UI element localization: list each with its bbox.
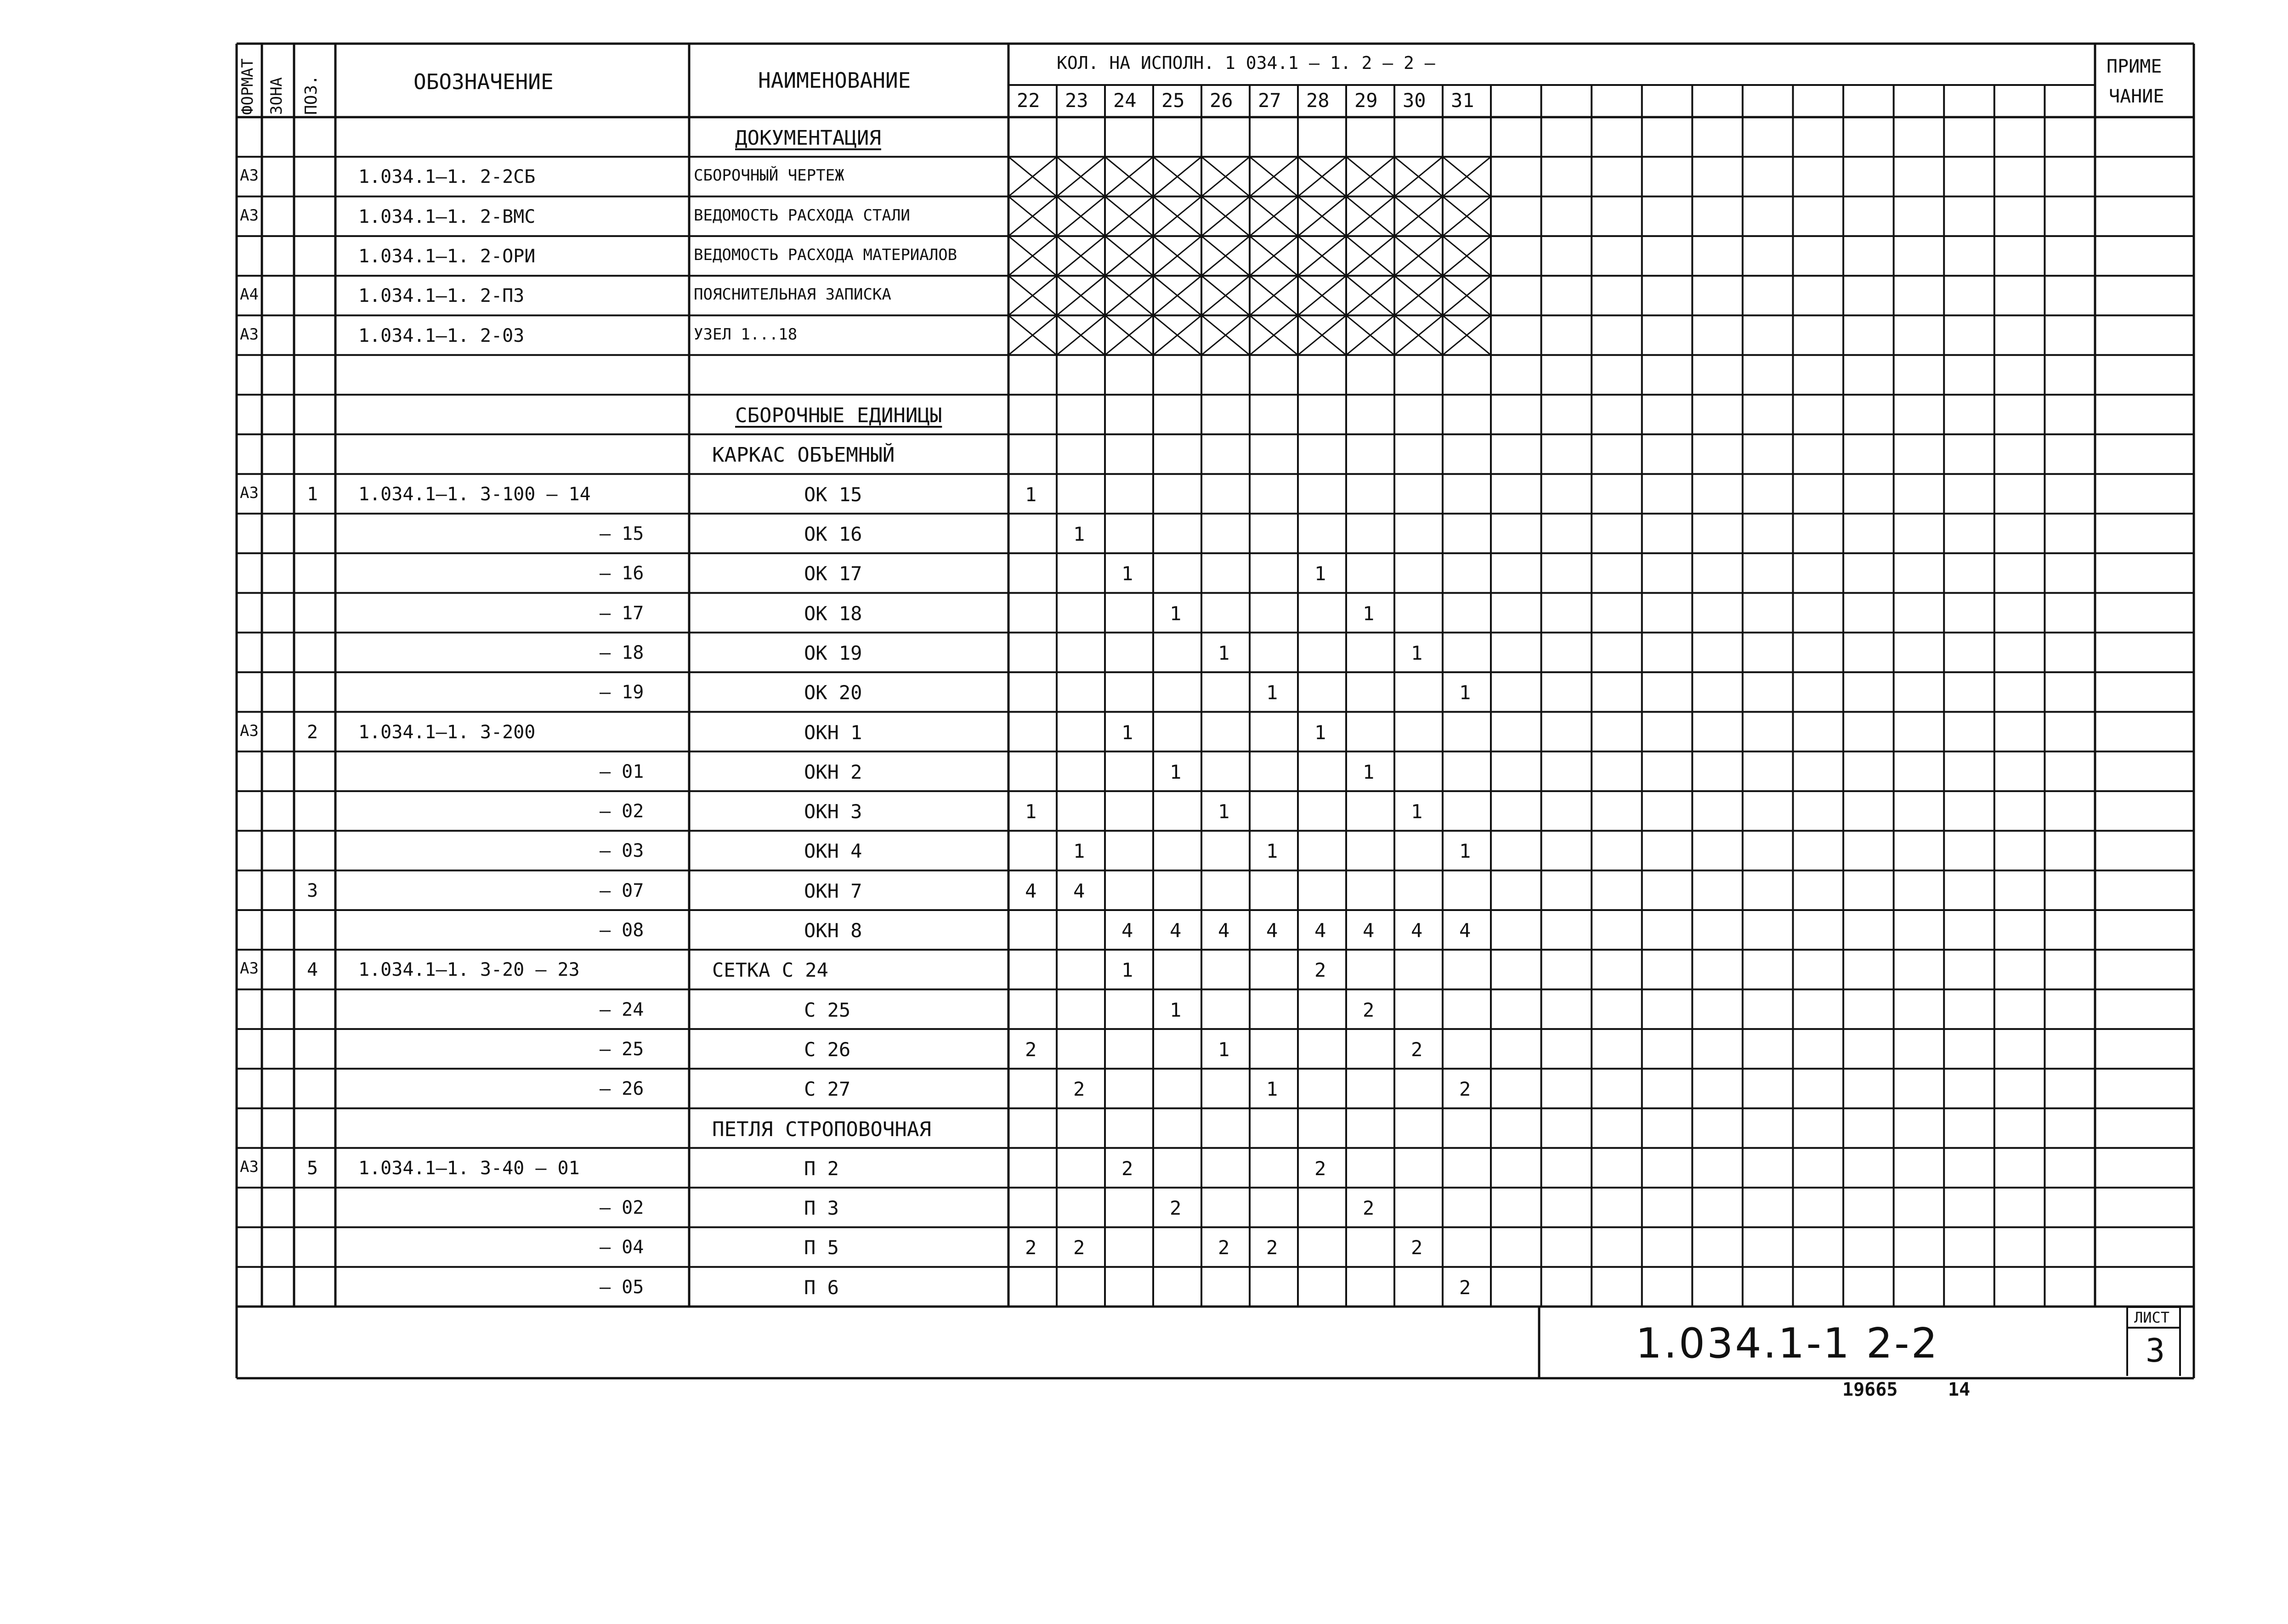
crossed-cell	[1443, 197, 1491, 236]
quantity-cell: 2	[1218, 1236, 1230, 1259]
quantity-cell: 4	[1363, 919, 1375, 942]
item-name: П 6	[804, 1276, 839, 1299]
quantity-cell: 1	[1121, 959, 1133, 982]
quantity-cell: 1	[1073, 840, 1085, 863]
quantity-cell: 1	[1314, 562, 1326, 585]
variant-column-number: 23	[1065, 89, 1088, 112]
quantity-cell: 1	[1121, 721, 1133, 744]
crossed-cell	[1201, 316, 1250, 355]
item-name: С 27	[804, 1078, 851, 1101]
crossed-cell	[1346, 276, 1394, 315]
section-title: ДОКУМЕНТАЦИЯ	[735, 126, 881, 150]
quantity-cell: 4	[1459, 919, 1471, 942]
quantity-cell: 2	[1314, 959, 1326, 982]
quantity-cell: 2	[1363, 998, 1375, 1021]
quantity-cell: 2	[1266, 1236, 1278, 1259]
sheet-label: ЛИСТ	[2134, 1309, 2170, 1326]
crossed-cell	[1105, 236, 1153, 276]
crossed-cell	[1443, 276, 1491, 315]
position-cell: 1	[307, 483, 318, 505]
crossed-cell	[1250, 236, 1298, 276]
variant-column-number: 26	[1210, 89, 1233, 112]
item-name: ОК 19	[804, 641, 862, 664]
designation-cell: 1.034.1—1. 3-20 — 23	[358, 959, 580, 981]
crossed-cell	[1008, 236, 1057, 276]
crossed-cell	[1298, 157, 1346, 196]
designation-cell: — 07	[600, 880, 644, 901]
quantity-cell: 1	[1218, 641, 1230, 664]
variant-column-number: 22	[1017, 89, 1040, 112]
variant-column-number: 31	[1451, 89, 1474, 112]
column-header-note: ПРИМЕ	[2107, 56, 2162, 77]
crossed-cell	[1346, 316, 1394, 355]
variant-column-number: 29	[1354, 89, 1378, 112]
quantity-cell: 2	[1411, 1038, 1423, 1061]
section-title: СБОРОЧНЫЕ ЕДИНИЦЫ	[735, 404, 942, 428]
quantity-cell: 2	[1459, 1276, 1471, 1299]
format-cell: А3	[240, 206, 259, 225]
designation-cell: 1.034.1—1. 3-40 — 01	[358, 1157, 580, 1179]
crossed-cell	[1057, 197, 1105, 236]
designation-cell: 1.034.1—1. 3-100 — 14	[358, 483, 591, 505]
inventory-number: 19665	[1842, 1379, 1898, 1400]
crossed-cell	[1153, 197, 1201, 236]
designation-cell: — 25	[600, 1038, 644, 1060]
crossed-cell	[1298, 197, 1346, 236]
format-cell: А4	[240, 285, 259, 304]
footer-number: 14	[1948, 1379, 1971, 1400]
item-name: ОКН 8	[804, 919, 862, 942]
variant-column-number: 28	[1306, 89, 1330, 112]
format-cell: А3	[240, 959, 259, 978]
designation-cell: 1.034.1—1. 2-ВМС	[358, 206, 536, 227]
quantity-cell: 1	[1121, 562, 1133, 585]
quantity-cell: 1	[1459, 681, 1471, 704]
quantity-cell: 4	[1170, 919, 1182, 942]
variant-column-number: 25	[1161, 89, 1185, 112]
crossed-cell	[1105, 276, 1153, 315]
designation-cell: — 19	[600, 682, 644, 703]
designation-cell: 1.034.1—1. 2-03	[358, 325, 525, 346]
crossed-cell	[1008, 316, 1057, 355]
quantity-cell: 2	[1073, 1236, 1085, 1259]
designation-cell: — 24	[600, 999, 644, 1020]
sheet-number: 3	[2146, 1332, 2165, 1369]
crossed-cell	[1346, 157, 1394, 196]
designation-cell: 1.034.1—1. 2-ОРИ	[358, 245, 536, 267]
document-name: УЗЕЛ 1...18	[694, 325, 798, 344]
crossed-cell	[1298, 316, 1346, 355]
quantity-cell: 2	[1363, 1197, 1375, 1220]
item-name: ОКН 4	[804, 840, 862, 863]
item-name: С 25	[804, 998, 851, 1021]
crossed-cell	[1153, 276, 1201, 315]
crossed-cell	[1201, 276, 1250, 315]
quantity-cell: 1	[1411, 641, 1423, 664]
crossed-cell	[1008, 157, 1057, 196]
group-title: КАРКАС ОБЪЕМНЫЙ	[712, 443, 895, 467]
format-cell: А3	[240, 166, 259, 185]
quantity-cell: 4	[1121, 919, 1133, 942]
variant-column-number: 24	[1113, 89, 1137, 112]
designation-cell: — 04	[600, 1237, 644, 1258]
column-header-name: НАИМЕНОВАНИЕ	[758, 68, 911, 93]
quantity-cell: 2	[1170, 1197, 1182, 1220]
quantity-cell: 4	[1314, 919, 1326, 942]
crossed-cell	[1298, 276, 1346, 315]
crossed-cell	[1057, 316, 1105, 355]
crossed-cell	[1394, 276, 1443, 315]
quantity-cell: 1	[1314, 721, 1326, 744]
designation-cell: — 18	[600, 642, 644, 663]
position-cell: 3	[307, 880, 318, 901]
designation-cell: — 02	[600, 1197, 644, 1219]
crossed-cell	[1201, 236, 1250, 276]
item-name: ОКН 3	[804, 800, 862, 823]
crossed-cell	[1443, 157, 1491, 196]
designation-cell: — 15	[600, 523, 644, 544]
item-name: ОК 20	[804, 681, 862, 704]
designation-cell: — 02	[600, 801, 644, 822]
crossed-cell	[1153, 316, 1201, 355]
designation-cell: — 05	[600, 1276, 644, 1298]
document-code: 1.034.1-1 2-2	[1636, 1319, 1939, 1368]
group-title: ПЕТЛЯ СТРОПОВОЧНАЯ	[712, 1117, 931, 1141]
crossed-cell	[1105, 316, 1153, 355]
crossed-cell	[1394, 157, 1443, 196]
crossed-cell	[1105, 157, 1153, 196]
crossed-cell	[1008, 197, 1057, 236]
item-name: ОКН 7	[804, 879, 862, 902]
document-name: ВЕДОМОСТЬ РАСХОДА СТАЛИ	[694, 206, 910, 225]
item-name: П 2	[804, 1157, 839, 1180]
crossed-cell	[1394, 316, 1443, 355]
crossed-cell	[1057, 276, 1105, 315]
column-header-position: ПОЗ.	[302, 75, 321, 115]
quantity-cell: 1	[1218, 1038, 1230, 1061]
quantity-cell: 1	[1411, 800, 1423, 823]
designation-cell: — 01	[600, 761, 644, 782]
column-header-note-continued: ЧАНИЕ	[2109, 86, 2164, 107]
crossed-cell	[1443, 236, 1491, 276]
item-name: ОК 18	[804, 602, 862, 625]
crossed-cell	[1201, 197, 1250, 236]
crossed-cell	[1057, 236, 1105, 276]
position-cell: 2	[307, 721, 318, 743]
quantity-cell: 1	[1218, 800, 1230, 823]
column-header-designation: ОБОЗНАЧЕНИЕ	[413, 69, 554, 94]
column-header-quantity-per-variant: КОЛ. НА ИСПОЛН. 1 034.1 — 1. 2 — 2 —	[1057, 53, 1435, 73]
quantity-cell: 1	[1363, 760, 1375, 783]
crossed-cell	[1105, 197, 1153, 236]
quantity-cell: 1	[1266, 681, 1278, 704]
designation-cell: — 16	[600, 563, 644, 584]
crossed-cell	[1057, 157, 1105, 196]
quantity-cell: 4	[1073, 879, 1085, 902]
document-name: ВЕДОМОСТЬ РАСХОДА МАТЕРИАЛОВ	[694, 245, 957, 264]
item-name: ОКН 1	[804, 721, 862, 744]
document-name: ПОЯСНИТЕЛЬНАЯ ЗАПИСКА	[694, 285, 891, 304]
quantity-cell: 2	[1459, 1078, 1471, 1101]
quantity-cell: 2	[1025, 1038, 1037, 1061]
designation-cell: 1.034.1—1. 2-ПЗ	[358, 285, 525, 307]
column-header-format: ФОРМАТ	[238, 58, 257, 115]
crossed-cell	[1443, 316, 1491, 355]
variant-column-number: 30	[1403, 89, 1426, 112]
crossed-cell	[1250, 316, 1298, 355]
crossed-cell	[1394, 236, 1443, 276]
item-name: ОК 15	[804, 483, 862, 506]
quantity-cell: 1	[1170, 602, 1182, 625]
item-name: ОК 16	[804, 523, 862, 545]
quantity-cell: 1	[1363, 602, 1375, 625]
position-cell: 5	[307, 1157, 318, 1179]
crossed-cell	[1201, 157, 1250, 196]
quantity-cell: 1	[1025, 800, 1037, 823]
quantity-cell: 2	[1025, 1236, 1037, 1259]
document-name: СБОРОЧНЫЙ ЧЕРТЕЖ	[694, 166, 844, 185]
item-name: ОКН 2	[804, 760, 862, 783]
designation-cell: — 08	[600, 920, 644, 941]
format-cell: А3	[240, 483, 259, 502]
designation-cell: 1.034.1—1. 3-200	[358, 721, 536, 743]
quantity-cell: 1	[1266, 840, 1278, 863]
designation-cell: 1.034.1—1. 2-2СБ	[358, 166, 536, 188]
position-cell: 4	[307, 959, 318, 981]
crossed-cell	[1008, 276, 1057, 315]
crossed-cell	[1346, 197, 1394, 236]
format-cell: А3	[240, 1157, 259, 1176]
quantity-cell: 2	[1073, 1078, 1085, 1101]
column-header-zone: ЗОНА	[267, 77, 286, 115]
quantity-cell: 1	[1170, 998, 1182, 1021]
crossed-cell	[1394, 197, 1443, 236]
designation-cell: — 17	[600, 602, 644, 624]
item-name: ОК 17	[804, 562, 862, 585]
crossed-cell	[1250, 276, 1298, 315]
item-name: П 5	[804, 1236, 839, 1259]
item-name: П 3	[804, 1197, 839, 1220]
quantity-cell: 4	[1218, 919, 1230, 942]
variant-column-number: 27	[1258, 89, 1281, 112]
quantity-cell: 1	[1170, 760, 1182, 783]
quantity-cell: 1	[1459, 840, 1471, 863]
quantity-cell: 1	[1266, 1078, 1278, 1101]
crossed-cell	[1153, 157, 1201, 196]
quantity-cell: 4	[1025, 879, 1037, 902]
crossed-cell	[1298, 236, 1346, 276]
item-name: СЕТКА С 24	[712, 959, 828, 982]
quantity-cell: 1	[1073, 523, 1085, 545]
crossed-cell	[1250, 157, 1298, 196]
quantity-cell: 2	[1411, 1236, 1423, 1259]
quantity-cell: 2	[1314, 1157, 1326, 1180]
crossed-cell	[1153, 236, 1201, 276]
designation-cell: — 03	[600, 840, 644, 862]
item-name: С 26	[804, 1038, 851, 1061]
quantity-cell: 2	[1121, 1157, 1133, 1180]
crossed-cell	[1346, 236, 1394, 276]
quantity-cell: 4	[1266, 919, 1278, 942]
crossed-cell	[1250, 197, 1298, 236]
quantity-cell: 4	[1411, 919, 1423, 942]
quantity-cell: 1	[1025, 483, 1037, 506]
format-cell: А3	[240, 325, 259, 344]
designation-cell: — 26	[600, 1078, 644, 1100]
format-cell: А3	[240, 721, 259, 740]
